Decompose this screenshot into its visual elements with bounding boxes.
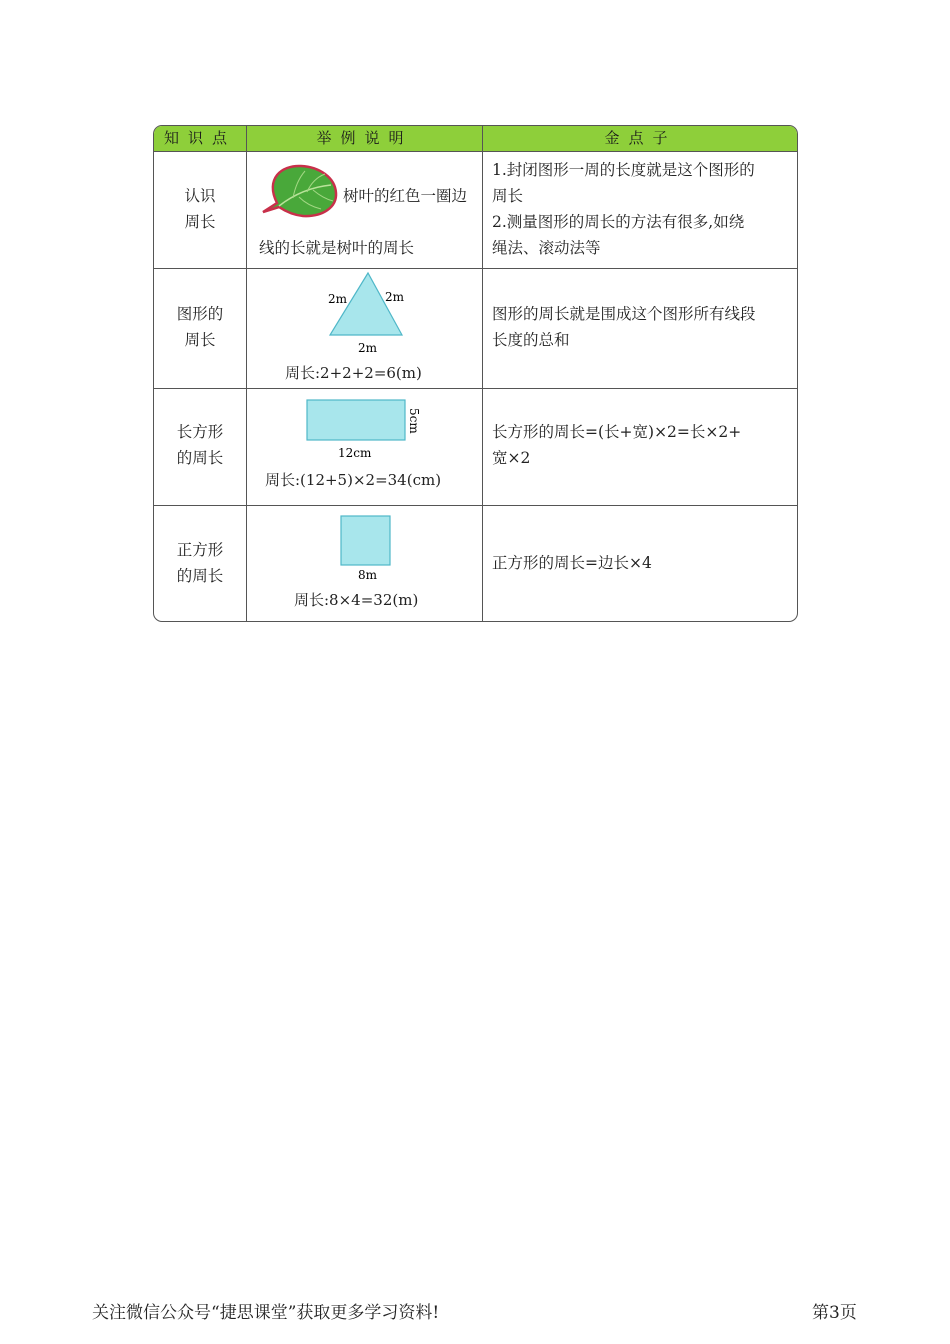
- square-side-label: 8m: [358, 568, 378, 582]
- leaf-text-right: 树叶的红色一圈边: [343, 187, 468, 205]
- row3-topic: 长方形 的周长: [176, 423, 224, 467]
- rectangle-width-label: 12cm: [338, 446, 372, 460]
- row-divider: [154, 388, 797, 389]
- triangle-figure: [314, 269, 424, 359]
- footer-promo-text: 关注微信公众号“捷思课堂”获取更多学习资料!: [92, 1303, 440, 1323]
- header-tips: 金点子: [604, 129, 677, 147]
- rectangle-formula: 周长:(12+5)×2=34(cm): [265, 471, 442, 489]
- column-divider: [246, 126, 247, 621]
- square-shape: [341, 516, 390, 565]
- knowledge-table: [153, 125, 798, 622]
- row4-topic: 正方形 的周长: [176, 541, 224, 585]
- triangle-side-left: 2m: [328, 292, 348, 306]
- page-number: 第3页: [812, 1303, 857, 1323]
- row-divider: [154, 505, 797, 506]
- header-example: 举例说明: [316, 129, 413, 147]
- table-header: [154, 126, 797, 152]
- row4-tips: 正方形的周长=边长×4: [492, 554, 652, 572]
- row1-topic: 认识 周长: [184, 187, 216, 231]
- column-divider: [482, 126, 483, 621]
- row2-tips: 图形的周长就是围成这个图形所有线段 长度的总和: [492, 305, 756, 349]
- triangle-side-bottom: 2m: [358, 341, 378, 355]
- row1-tips: 1.封闭图形一周的长度就是这个图形的 周长 2.测量图形的周长的方法有很多,如绕 绳法、滚动法等: [492, 161, 755, 257]
- square-formula: 周长:8×4=32(m): [294, 591, 419, 609]
- row3-tips: 长方形的周长=(长+宽)×2=长×2+ 宽×2: [492, 423, 742, 467]
- rectangle-figure: [302, 394, 442, 464]
- rectangle-shape: [307, 400, 405, 440]
- triangle-formula: 周长:2+2+2=6(m): [285, 364, 422, 382]
- triangle-side-right: 2m: [385, 290, 405, 304]
- header-topic: 知识点: [163, 129, 236, 147]
- leaf-image: [259, 161, 339, 219]
- leaf-text-bottom: 线的长就是树叶的周长: [259, 239, 415, 257]
- row-divider: [154, 268, 797, 269]
- rectangle-height-label: 5cm: [407, 408, 421, 434]
- square-figure: [334, 512, 404, 582]
- row2-topic: 图形的 周长: [176, 305, 224, 349]
